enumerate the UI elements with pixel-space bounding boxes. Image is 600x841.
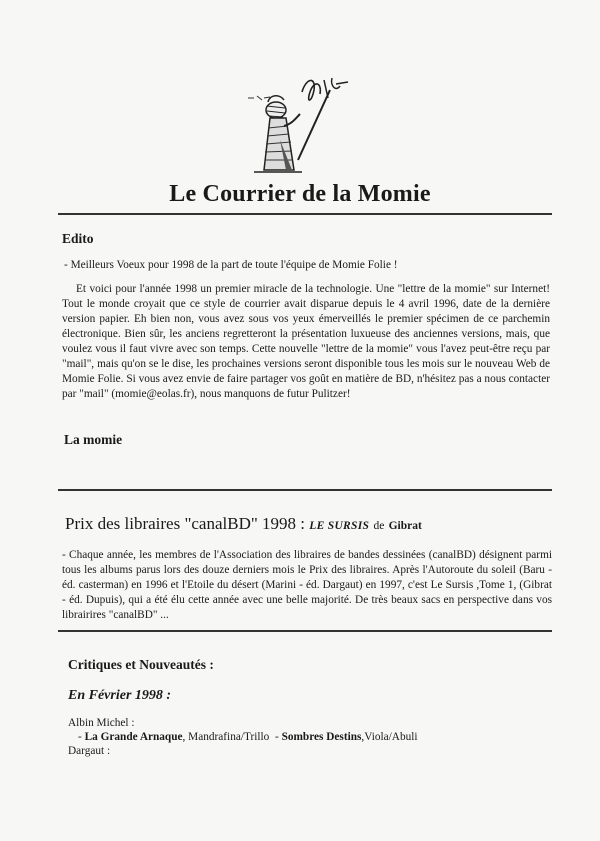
page-title: Le Courrier de la Momie [169, 181, 431, 207]
edito-greeting: - Meilleurs Voeux pour 1998 de la part de toute l'équipe de Momie Folie ! [64, 259, 398, 271]
critiques-month: En Février 1998 : [68, 688, 172, 703]
prix-author: Gibrat [388, 520, 422, 532]
edito-signature: La momie [64, 432, 123, 447]
list-dash: - [274, 731, 282, 743]
critiques-heading: Critiques et Nouveautés : [68, 657, 214, 672]
edito-body: Et voici pour l'année 1998 un premier miracle de la technologie. Une "lettre de la momie" sur Internet! Tout le monde croyait que ce style de courrier avait disparue depuis le 4 avril 1996, date de la dernière version papier. Eh bien non, vous avez sous vos yeux émerveillés le premier spécimen de ce parchemin électronique. Bien sûr, les anciens regretteront la présentation luxueuse des anciennes versions, mais, que voulez vous il faut vivre avec son temps. Cette nouvelle "lettre de la momie" vous l'avez peut-être reçu par "mail", mais qu'on se le dise, les prochaines versions seront disponible tous les mois sur le nouveau Web de Momie Folie. Si vous avez envie de faire partager vos goût en matière de BD, n'hésitez pas a nous contacter par "mail" (momie@eolas.fr), nous manquons de futur Pulitzer! [62, 283, 550, 400]
divider [58, 489, 552, 491]
edito-heading: Edito [62, 231, 94, 246]
album-list-item [78, 731, 418, 743]
list-dash: - [78, 731, 85, 743]
publisher-name: Dargaut : [68, 745, 111, 757]
prix-de: de [373, 520, 385, 532]
album-authors: ,Viola/Abuli [361, 731, 418, 743]
mummy-logo-icon [240, 70, 360, 182]
prix-body: - Chaque année, les membres de l'Association des libraires de bandes dessinées (canalBD) désignent parmi tous les albums parus lors des douze derniers mois le Prix des libraires. Après l'Autoroute du soleil (Baru - éd. casterman) en 1996 et l'Etoile du désert (Marini - éd. Dargaut) en 1997, c'est Le Sursis ,Tome 1, (Gibrat - éd. Dupuis), qui a été élu cette année avec une belle majorité. De très beaux sacs en perspective dans vos librairires "canalBD" ... [62, 549, 552, 621]
prix-title-text: Prix des libraires "canalBD" 1998 : [65, 514, 306, 533]
album-authors: , Mandrafina/Trillo [182, 731, 270, 743]
publisher-name: Albin Michel : [68, 717, 135, 729]
divider [58, 630, 552, 632]
prix-title [65, 514, 422, 534]
album-title: La Grande Arnaque [84, 731, 183, 743]
album-title: Sombres Destins [281, 731, 362, 743]
divider [58, 213, 552, 215]
prix-book-title: LE SURSIS [309, 520, 370, 532]
